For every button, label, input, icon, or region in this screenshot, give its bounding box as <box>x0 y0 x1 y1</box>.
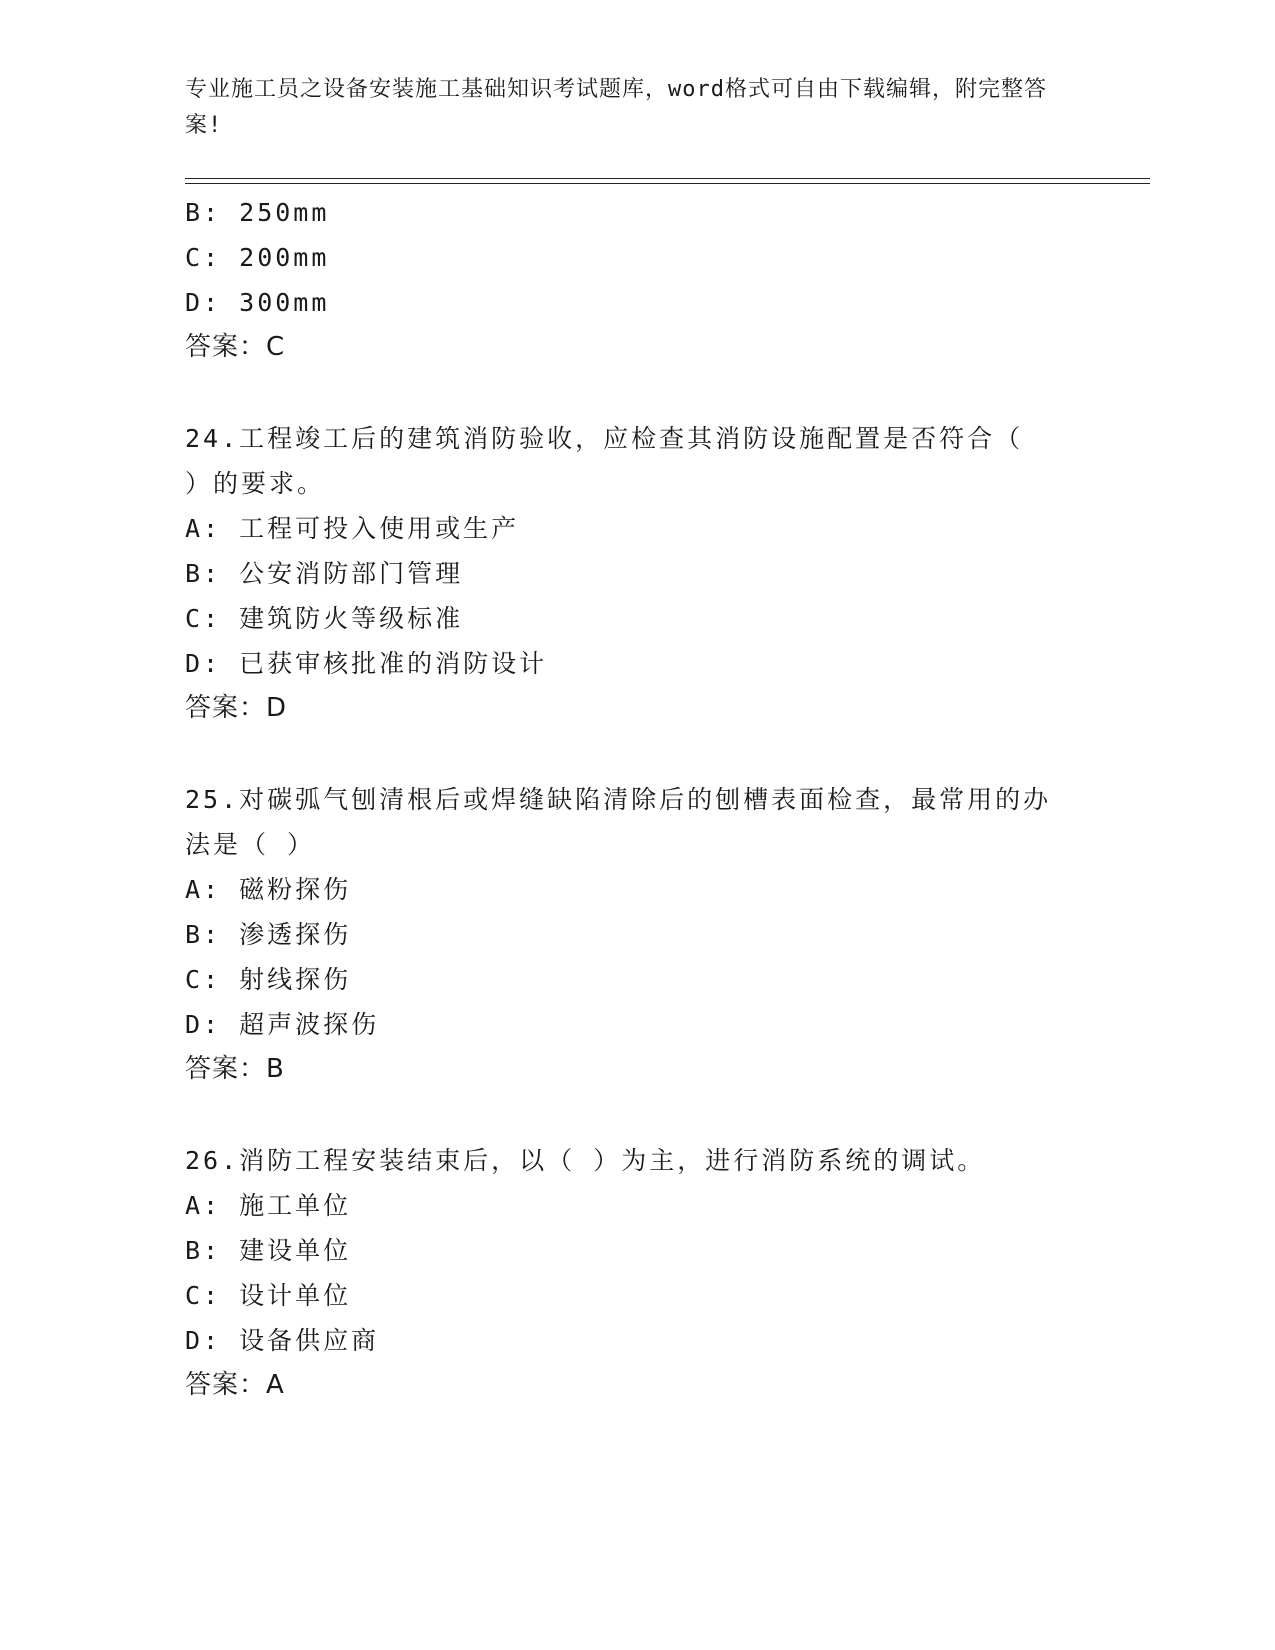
header-rule-top <box>185 178 1150 179</box>
option-d: D: 超声波探伤 <box>185 1010 380 1039</box>
option-a: A: 施工单位 <box>185 1191 352 1220</box>
option-d: D: 设备供应商 <box>185 1326 380 1355</box>
option-b: B: 公安消防部门管理 <box>185 559 464 588</box>
option-a: A: 磁粉探伤 <box>185 875 352 904</box>
option-d: D: 已获审核批准的消防设计 <box>185 649 548 678</box>
option-d: D: 300mm <box>185 288 330 317</box>
option-a: A: 工程可投入使用或生产 <box>185 514 520 543</box>
option-c: C: 射线探伤 <box>185 965 352 994</box>
answer-line: 答案：C <box>185 332 286 362</box>
option-b: B: 建设单位 <box>185 1236 352 1265</box>
option-b: B: 渗透探伤 <box>185 920 352 949</box>
option-c: C: 设计单位 <box>185 1281 352 1310</box>
option-c: C: 200mm <box>185 243 330 272</box>
document-header: 专业施工员之设备安装施工基础知识考试题库，word格式可自由下载编辑，附完整答案! <box>185 77 1047 138</box>
answer-line: 答案：D <box>185 693 288 723</box>
header-rule-bottom <box>185 183 1150 184</box>
question-stem: 26.消防工程安装结束后，以（ ）为主，进行消防系统的调试。 <box>185 1146 986 1175</box>
answer-line: 答案：B <box>185 1054 285 1084</box>
question-stem-continued: ）的要求。 <box>185 469 326 498</box>
answer-line: 答案：A <box>185 1370 285 1400</box>
question-stem-continued: 法是（ ） <box>185 830 316 859</box>
question-stem: 25.对碳弧气刨清根后或焊缝缺陷清除后的刨槽表面检查，最常用的办 <box>185 785 1052 814</box>
question-stem: 24.工程竣工后的建筑消防验收，应检查其消防设施配置是否符合（ <box>185 424 1024 453</box>
option-c: C: 建筑防火等级标准 <box>185 604 464 633</box>
question-content <box>185 190 1085 1408</box>
option-b: B: 250mm <box>185 198 330 227</box>
